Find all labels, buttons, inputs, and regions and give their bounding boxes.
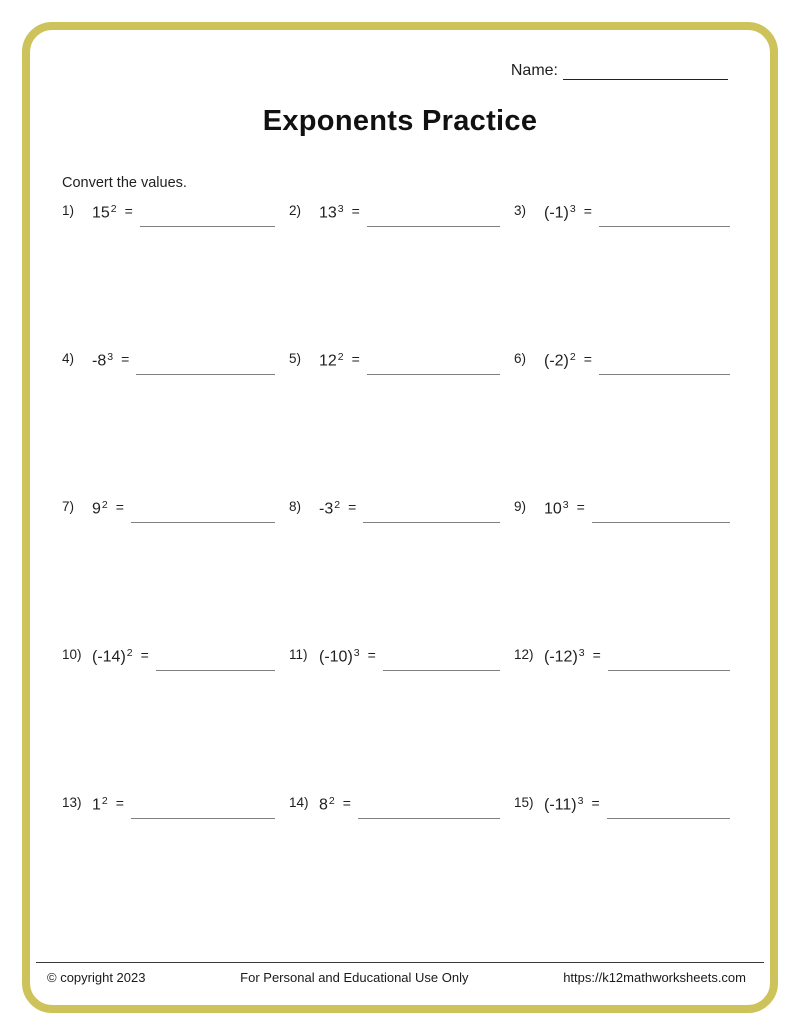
equals-sign: = [121,351,130,367]
exponent: 3 [577,795,584,807]
problem-number: 4) [62,351,75,366]
answer-line [599,201,730,227]
base: (-10) [319,648,353,666]
problem-number: 13) [62,795,82,810]
expression [319,497,339,518]
exponent: 2 [126,647,133,659]
expression [319,645,359,666]
problem-8 [289,497,514,645]
base: (-2) [544,352,569,370]
equals-sign: = [140,647,149,663]
base: 1 [92,796,101,814]
exponent: 2 [328,795,335,807]
footer-website-link[interactable]: https://k12mathworksheets.com [563,970,746,985]
exponent: 2 [334,499,341,511]
exponent: 3 [353,647,360,659]
exponent: 2 [110,203,117,215]
problems-grid [62,201,730,941]
expression [92,497,107,518]
base: 15 [92,204,110,222]
answer-line [131,793,275,819]
problem-10 [62,645,289,793]
problem-number: 8) [289,499,302,514]
base: 13 [319,204,337,222]
equals-sign: = [367,647,376,663]
expression [92,793,107,814]
base: -3 [319,500,334,518]
equals-sign: = [124,203,133,219]
expression [544,793,582,814]
expression [544,497,568,518]
problem-2 [289,201,514,349]
problem-12 [514,645,730,793]
base: 8 [319,796,328,814]
base: -8 [92,352,107,370]
answer-line [136,349,275,375]
expression [92,201,116,222]
problem-number: 5) [289,351,302,366]
problem-11 [289,645,514,793]
problem-7 [62,497,289,645]
problem-15 [514,793,730,941]
answer-line [367,349,500,375]
answer-line [599,349,730,375]
name-label: Name: [510,62,558,79]
answer-line [367,201,500,227]
base: 10 [544,500,562,518]
equals-sign: = [115,499,124,515]
exponent: 3 [578,647,585,659]
problem-number: 6) [514,351,527,366]
answer-line [358,793,500,819]
problem-number: 1) [62,203,75,218]
answer-line [607,793,730,819]
problem-number: 14) [289,795,309,810]
footer-usage-note: For Personal and Educational Use Only [240,970,469,985]
footer-divider [36,962,764,963]
problem-5 [289,349,514,497]
problem-number: 10) [62,647,82,662]
answer-line [363,497,500,523]
expression [544,201,575,222]
problem-6 [514,349,730,497]
equals-sign: = [583,203,592,219]
equals-sign: = [576,499,585,515]
base: (-11) [544,796,577,814]
exponent: 2 [101,795,108,807]
exponent: 3 [107,351,114,363]
problem-number: 7) [62,499,75,514]
equals-sign: = [115,795,124,811]
instruction-text: Convert the values. [62,175,187,191]
expression [319,201,343,222]
problem-number: 2) [289,203,302,218]
expression [92,645,132,666]
problem-1 [62,201,289,349]
problem-9 [514,497,730,645]
problem-number: 12) [514,647,534,662]
exponent: 3 [337,203,344,215]
base: 9 [92,500,101,518]
equals-sign: = [351,203,360,219]
exponent: 2 [101,499,108,511]
exponent: 2 [337,351,344,363]
problem-14 [289,793,514,941]
expression [92,349,112,370]
equals-sign: = [583,351,592,367]
base: (-12) [544,648,578,666]
footer [47,970,746,985]
problem-4 [62,349,289,497]
exponent: 3 [569,203,576,215]
base: 12 [319,352,337,370]
equals-sign: = [342,795,351,811]
expression [544,645,584,666]
expression [544,349,575,370]
base: (-1) [544,204,569,222]
equals-sign: = [591,795,600,811]
page-title: Exponents Practice [262,105,538,137]
problem-number: 3) [514,203,527,218]
answer-line [156,645,275,671]
exponent: 2 [569,351,576,363]
answer-line [592,497,730,523]
name-field-row [511,59,728,80]
answer-line [131,497,275,523]
answer-line [140,201,275,227]
equals-sign: = [348,499,357,515]
base: (-14) [92,648,126,666]
problem-number: 15) [514,795,534,810]
answer-line [608,645,730,671]
exponent: 3 [562,499,569,511]
equals-sign: = [592,647,601,663]
problem-number: 9) [514,499,527,514]
equals-sign: = [351,351,360,367]
answer-line [383,645,500,671]
problem-13 [62,793,289,941]
expression [319,793,334,814]
problem-number: 11) [289,647,308,662]
problem-3 [514,201,730,349]
expression [319,349,343,370]
footer-copyright: © copyright 2023 [47,970,146,985]
name-blank-line [563,59,728,80]
